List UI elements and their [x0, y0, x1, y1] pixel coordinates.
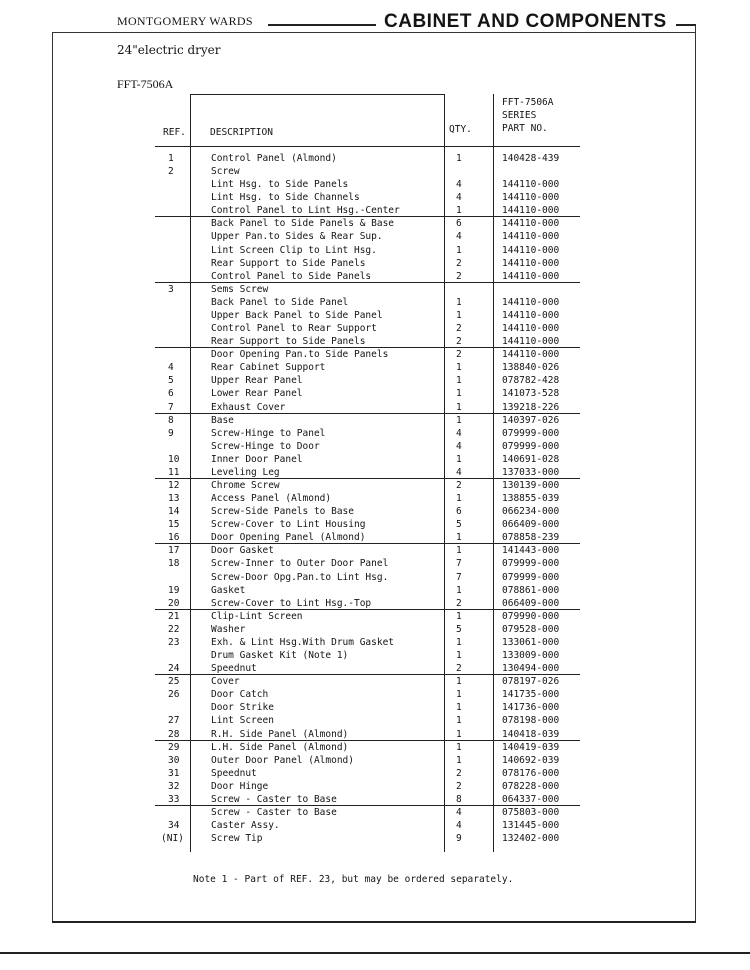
cell-part-number: 078858-239: [502, 532, 560, 543]
cell-part-number: 131445-000: [502, 820, 560, 831]
cell-ref: 15: [168, 519, 180, 530]
cell-qty: 7: [456, 572, 462, 583]
cell-qty: 2: [456, 480, 462, 491]
cell-ref: 14: [168, 506, 180, 517]
cell-description: Caster Assy.: [211, 820, 280, 831]
cell-description: Base: [211, 415, 234, 426]
cell-qty: 5: [456, 624, 462, 635]
cell-description: Exh. & Lint Hsg.With Drum Gasket: [211, 637, 395, 648]
cell-description: Screw-Door Opg.Pan.to Lint Hsg.: [211, 572, 389, 583]
cell-description: Upper Pan.to Sides & Rear Sup.: [211, 231, 383, 242]
cell-qty: 2: [456, 598, 462, 609]
cell-description: Rear Cabinet Support: [211, 362, 326, 373]
cell-qty: 1: [456, 715, 462, 726]
table-column-divider-description: [444, 94, 445, 852]
cell-qty: 8: [456, 794, 462, 805]
cell-description: Exhaust Cover: [211, 402, 286, 413]
cell-description: Screw - Caster to Base: [211, 794, 337, 805]
cell-part-number: 064337-000: [502, 794, 560, 805]
cell-part-number: 144110-000: [502, 323, 560, 334]
cell-part-number: 140397-026: [502, 415, 560, 426]
cell-description: Chrome Screw: [211, 480, 280, 491]
row-group-divider: [155, 609, 580, 610]
cell-description: Screw: [211, 166, 240, 177]
row-group-divider: [155, 216, 580, 217]
cell-qty: 4: [456, 820, 462, 831]
cell-description: Upper Back Panel to Side Panel: [211, 310, 383, 321]
cell-part-number: 144110-000: [502, 205, 560, 216]
cell-qty: 1: [456, 532, 462, 543]
cell-description: Cover: [211, 676, 240, 687]
cell-part-number: 144110-000: [502, 271, 560, 282]
cell-qty: 1: [456, 650, 462, 661]
title-leader-line: [268, 24, 376, 26]
cell-ref: 34: [168, 820, 180, 831]
cell-qty: 1: [456, 375, 462, 386]
cell-description: Door Hinge: [211, 781, 269, 792]
cell-ref: 11: [168, 467, 180, 478]
cell-part-number: 079990-000: [502, 611, 560, 622]
cell-description: Screw-Hinge to Panel: [211, 428, 326, 439]
cell-description: Control Panel to Rear Support: [211, 323, 377, 334]
cell-part-number: 066409-000: [502, 598, 560, 609]
row-group-divider: [155, 478, 580, 479]
row-group-divider: [155, 805, 580, 806]
cell-description: Speednut: [211, 663, 257, 674]
cell-qty: 2: [456, 349, 462, 360]
cell-description: Lint Hsg. to Side Panels: [211, 179, 349, 190]
table-column-divider-ref: [190, 94, 191, 852]
cell-qty: 1: [456, 388, 462, 399]
product-description: 24"electric dryer: [117, 43, 221, 57]
cell-part-number: 144110-000: [502, 179, 560, 190]
cell-qty: 4: [456, 179, 462, 190]
cell-qty: 1: [456, 454, 462, 465]
cell-part-number: 140691-028: [502, 454, 560, 465]
cell-ref: 31: [168, 768, 180, 779]
cell-qty: 2: [456, 768, 462, 779]
cell-description: Door Gasket: [211, 545, 274, 556]
cell-part-number: 144110-000: [502, 297, 560, 308]
cell-part-number: 078197-026: [502, 676, 560, 687]
cell-description: Leveling Leg: [211, 467, 280, 478]
row-group-divider: [155, 413, 580, 414]
cell-description: Lint Hsg. to Side Channels: [211, 192, 360, 203]
cell-qty: 1: [456, 676, 462, 687]
cell-description: Screw-Inner to Outer Door Panel: [211, 558, 389, 569]
cell-qty: 1: [456, 153, 462, 164]
row-group-divider: [155, 543, 580, 544]
row-group-divider: [155, 282, 580, 283]
cell-qty: 4: [456, 467, 462, 478]
cell-part-number: 137033-000: [502, 467, 560, 478]
cell-part-number: 138855-039: [502, 493, 560, 504]
cell-qty: 2: [456, 781, 462, 792]
cell-part-number: 141443-000: [502, 545, 560, 556]
cell-ref: 28: [168, 729, 180, 740]
column-header-description: DESCRIPTION: [210, 127, 273, 138]
cell-qty: 1: [456, 702, 462, 713]
cell-qty: 1: [456, 689, 462, 700]
cell-qty: 1: [456, 545, 462, 556]
cell-ref: 32: [168, 781, 180, 792]
cell-ref: 2: [168, 166, 174, 177]
cell-part-number: 141073-528: [502, 388, 560, 399]
cell-ref: 13: [168, 493, 180, 504]
cell-part-number: 075803-000: [502, 807, 560, 818]
cell-description: Rear Support to Side Panels: [211, 258, 366, 269]
cell-qty: 1: [456, 729, 462, 740]
cell-ref: 16: [168, 532, 180, 543]
cell-qty: 9: [456, 833, 462, 844]
cell-description: Screw Tip: [211, 833, 263, 844]
cell-description: Access Panel (Almond): [211, 493, 332, 504]
cell-part-number: 140692-039: [502, 755, 560, 766]
cell-qty: 6: [456, 218, 462, 229]
title-trailer-line: [676, 24, 696, 26]
cell-ref: 19: [168, 585, 180, 596]
cell-part-number: 079528-000: [502, 624, 560, 635]
cell-qty: 1: [456, 493, 462, 504]
cell-qty: 2: [456, 258, 462, 269]
cell-description: R.H. Side Panel (Almond): [211, 729, 349, 740]
cell-qty: 1: [456, 362, 462, 373]
cell-part-number: 140419-039: [502, 742, 560, 753]
cell-ref: 23: [168, 637, 180, 648]
cell-ref: 18: [168, 558, 180, 569]
row-group-divider: [155, 740, 580, 741]
cell-qty: 4: [456, 807, 462, 818]
cell-part-number: 144110-000: [502, 231, 560, 242]
cell-part-number: 141736-000: [502, 702, 560, 713]
table-column-divider-qty: [493, 94, 494, 852]
cell-ref: 6: [168, 388, 174, 399]
cell-description: Door Opening Pan.to Side Panels: [211, 349, 389, 360]
cell-qty: 2: [456, 271, 462, 282]
column-header-ref: REF.: [163, 127, 186, 138]
cell-ref: 22: [168, 624, 180, 635]
cell-qty: 4: [456, 192, 462, 203]
cell-qty: 1: [456, 402, 462, 413]
cell-qty: 4: [456, 441, 462, 452]
cell-part-number: 144110-000: [502, 310, 560, 321]
frame-left-rule: [52, 32, 53, 922]
cell-description: Sems Screw: [211, 284, 269, 295]
cell-qty: 1: [456, 637, 462, 648]
cell-ref: 17: [168, 545, 180, 556]
cell-description: Upper Rear Panel: [211, 375, 303, 386]
table-top-rule: [190, 94, 445, 95]
row-group-divider: [155, 347, 580, 348]
cell-part-number: 139218-226: [502, 402, 560, 413]
cell-ref: 9: [168, 428, 174, 439]
cell-part-number: 078198-000: [502, 715, 560, 726]
cell-part-number: 133061-000: [502, 637, 560, 648]
cell-qty: 5: [456, 519, 462, 530]
cell-description: Outer Door Panel (Almond): [211, 755, 354, 766]
cell-description: Back Panel to Side Panels & Base: [211, 218, 395, 229]
cell-qty: 2: [456, 336, 462, 347]
cell-description: Drum Gasket Kit (Note 1): [211, 650, 349, 661]
cell-description: Lint Screen Clip to Lint Hsg.: [211, 245, 377, 256]
cell-qty: 1: [456, 415, 462, 426]
column-header-part-line1: FFT-7506A: [502, 97, 554, 108]
footnote: Note 1 - Part of REF. 23, but may be ordered separately.: [193, 874, 514, 885]
cell-ref: 21: [168, 611, 180, 622]
cell-description: Speednut: [211, 768, 257, 779]
cell-description: Rear Support to Side Panels: [211, 336, 366, 347]
frame-bottom-rule: [52, 921, 696, 923]
cell-qty: 1: [456, 205, 462, 216]
cell-description: Lower Rear Panel: [211, 388, 303, 399]
cell-ref: 10: [168, 454, 180, 465]
cell-description: Door Strike: [211, 702, 274, 713]
cell-ref: 27: [168, 715, 180, 726]
cell-ref: 4: [168, 362, 174, 373]
cell-ref: 8: [168, 415, 174, 426]
cell-description: Screw-Side Panels to Base: [211, 506, 354, 517]
page-title: CABINET AND COMPONENTS: [384, 11, 667, 32]
cell-part-number: 141735-000: [502, 689, 560, 700]
cell-ref: 30: [168, 755, 180, 766]
page-bottom-rule: [0, 952, 750, 954]
cell-part-number: 144110-000: [502, 245, 560, 256]
cell-qty: 1: [456, 585, 462, 596]
cell-description: Screw - Caster to Base: [211, 807, 337, 818]
cell-description: Clip-Lint Screen: [211, 611, 303, 622]
cell-part-number: 130139-000: [502, 480, 560, 491]
cell-qty: 6: [456, 506, 462, 517]
cell-qty: 7: [456, 558, 462, 569]
cell-part-number: 138840-026: [502, 362, 560, 373]
cell-part-number: 078861-000: [502, 585, 560, 596]
cell-part-number: 066234-000: [502, 506, 560, 517]
cell-qty: 1: [456, 310, 462, 321]
cell-description: L.H. Side Panel (Almond): [211, 742, 349, 753]
cell-ref: 26: [168, 689, 180, 700]
cell-qty: 2: [456, 663, 462, 674]
cell-part-number: 078228-000: [502, 781, 560, 792]
cell-qty: 1: [456, 245, 462, 256]
cell-description: Screw-Cover to Lint Housing: [211, 519, 366, 530]
cell-ref: (NI): [161, 833, 184, 844]
cell-description: Control Panel to Side Panels: [211, 271, 372, 282]
cell-ref: 24: [168, 663, 180, 674]
cell-part-number: 078176-000: [502, 768, 560, 779]
cell-part-number: 144110-000: [502, 336, 560, 347]
cell-ref: 12: [168, 480, 180, 491]
cell-part-number: 079999-000: [502, 428, 560, 439]
cell-part-number: 133009-000: [502, 650, 560, 661]
cell-qty: 1: [456, 611, 462, 622]
cell-part-number: 079999-000: [502, 441, 560, 452]
cell-description: Gasket: [211, 585, 246, 596]
cell-ref: 33: [168, 794, 180, 805]
cell-ref: 29: [168, 742, 180, 753]
cell-part-number: 078782-428: [502, 375, 560, 386]
cell-part-number: 079999-000: [502, 558, 560, 569]
cell-part-number: 144110-000: [502, 192, 560, 203]
cell-ref: 5: [168, 375, 174, 386]
cell-ref: 3: [168, 284, 174, 295]
cell-description: Control Panel to Lint Hsg.-Center: [211, 205, 400, 216]
row-group-divider: [155, 674, 580, 675]
cell-part-number: 140418-039: [502, 729, 560, 740]
table-header-rule: [155, 146, 580, 147]
cell-part-number: 140428-439: [502, 153, 560, 164]
cell-ref: 7: [168, 402, 174, 413]
column-header-part-line3: PART NO.: [502, 123, 548, 134]
brand-name: MONTGOMERY WARDS: [117, 14, 253, 28]
cell-part-number: 130494-000: [502, 663, 560, 674]
cell-part-number: 079999-000: [502, 572, 560, 583]
cell-description: Lint Screen: [211, 715, 274, 726]
cell-qty: 1: [456, 755, 462, 766]
cell-qty: 4: [456, 231, 462, 242]
cell-description: Door Opening Panel (Almond): [211, 532, 366, 543]
cell-description: Back Panel to Side Panel: [211, 297, 349, 308]
cell-part-number: 144110-000: [502, 258, 560, 269]
cell-qty: 4: [456, 428, 462, 439]
cell-part-number: 132402-000: [502, 833, 560, 844]
cell-description: Inner Door Panel: [211, 454, 303, 465]
cell-part-number: 066409-000: [502, 519, 560, 530]
cell-description: Door Catch: [211, 689, 269, 700]
cell-qty: 1: [456, 297, 462, 308]
column-header-part-line2: SERIES: [502, 110, 537, 121]
cell-description: Screw-Cover to Lint Hsg.-Top: [211, 598, 372, 609]
cell-part-number: 144110-000: [502, 349, 560, 360]
cell-description: Washer: [211, 624, 246, 635]
frame-right-rule: [695, 24, 696, 922]
cell-ref: 1: [168, 153, 174, 164]
column-header-qty: QTY.: [449, 124, 472, 135]
cell-qty: 1: [456, 742, 462, 753]
cell-description: Screw-Hinge to Door: [211, 441, 320, 452]
cell-ref: 25: [168, 676, 180, 687]
cell-ref: 20: [168, 598, 180, 609]
cell-qty: 2: [456, 323, 462, 334]
model-number: FFT-7506A: [117, 77, 174, 91]
cell-description: Control Panel (Almond): [211, 153, 337, 164]
cell-part-number: 144110-000: [502, 218, 560, 229]
